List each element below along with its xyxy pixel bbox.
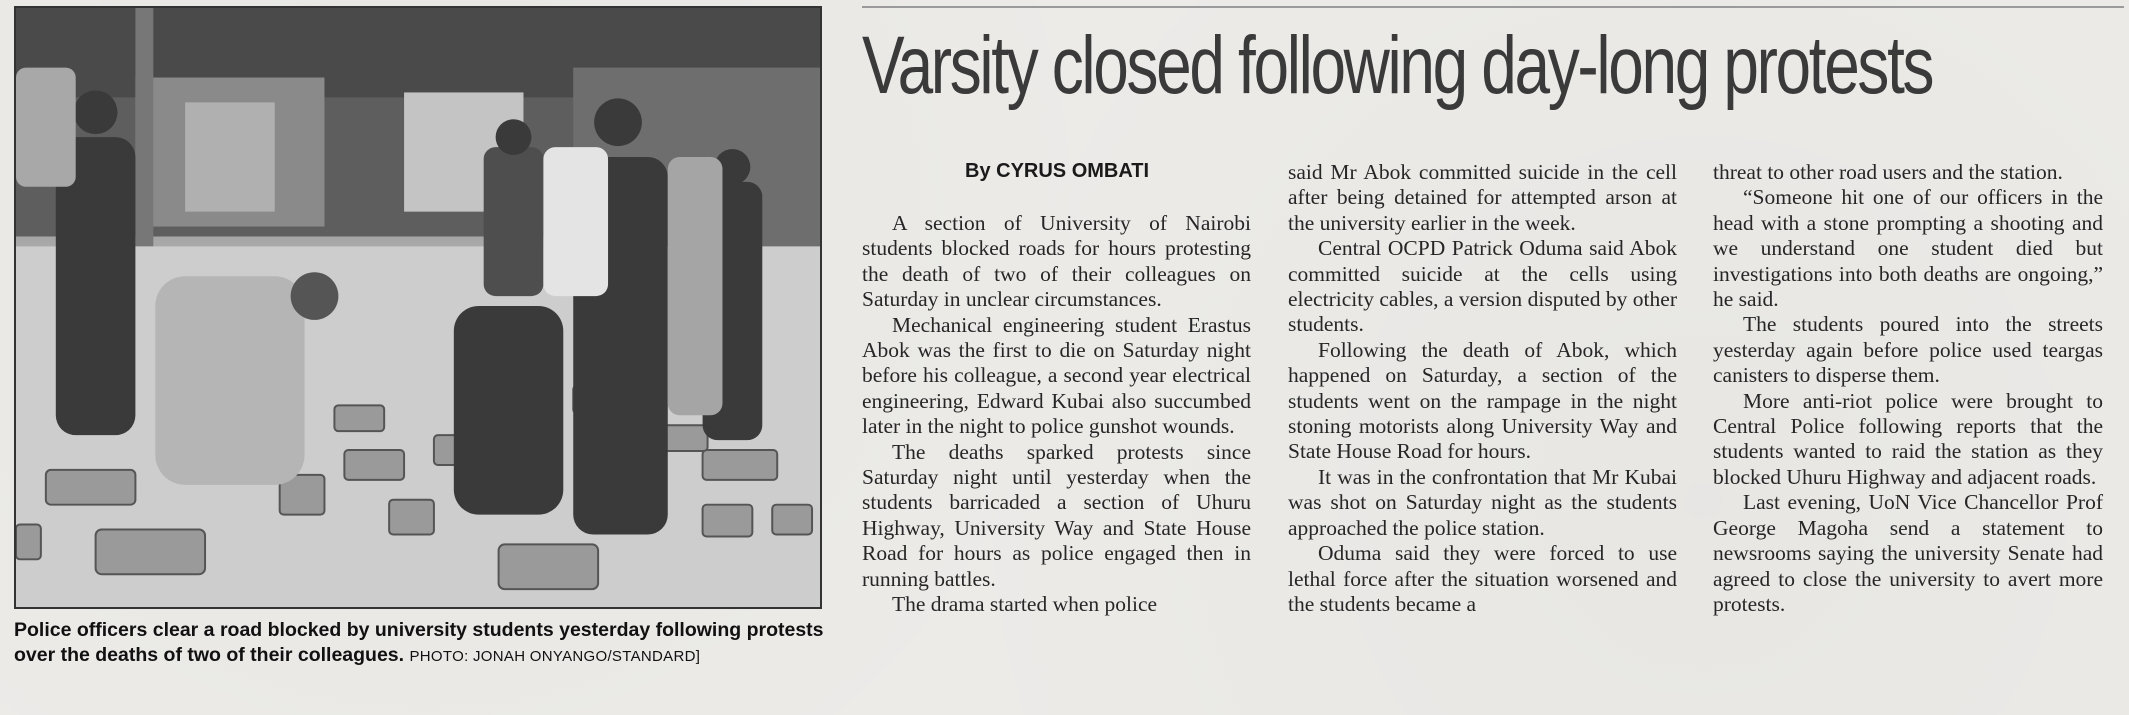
paragraph: Mechanical engineering student Erastus Abok was the first to die on Saturday night before his colleague, a second year electrical engineering, Edward Kubai also succumbed later in the night to police gunshot wounds. xyxy=(862,312,1251,439)
news-photo xyxy=(14,6,822,609)
paragraph: Central OCPD Patrick Oduma said Abok committed suicide at the cells using electricity cables, a version disputed by other students. xyxy=(1288,236,1677,337)
paragraph: The drama started when police xyxy=(892,592,1158,617)
paragraph: “Someone hit one of our officers in the head with a stone prompting a shooting and we understand one student died but investigations into both deaths are ongoing,” he said. xyxy=(1713,185,2103,312)
article-column-2 xyxy=(1288,160,1677,617)
photo-credit: PHOTO: JONAH ONYANGO/STANDARD] xyxy=(409,648,701,665)
article-column-3 xyxy=(1713,160,2103,617)
paragraph: The deaths sparked protests since Saturday night until yesterday when the students barricaded a section of Uhuru Highway, University Way and State House Road for hours as police engaged then in running battles. xyxy=(862,439,1251,591)
paragraph: The students poured into the streets yesterday again before police used teargas canisters to disperse them. xyxy=(1713,312,2103,388)
paragraph: Oduma said they were forced to use lethal force after the situation worsened and the students became a xyxy=(1288,541,1677,616)
headline: Varsity closed following day-long protests xyxy=(862,20,1933,111)
caption-text: Police officers clear a road blocked by university students yesterday following protests over the deaths of two of their colleagues. xyxy=(14,619,824,666)
paragraph: More anti-riot police were brought to Central Police following reports that the students wanted to raid the station as they blocked Uhuru Highway and adjacent roads. xyxy=(1713,388,2103,489)
top-rule xyxy=(862,6,2124,8)
byline: By CYRUS OMBATI xyxy=(965,160,1150,182)
article-column-1 xyxy=(862,211,1251,618)
photo-caption xyxy=(14,618,829,669)
paragraph: threat to other road users and the station. xyxy=(1713,160,2063,184)
paragraph: Following the death of Abok, which happened on Saturday, a section of the students went on the rampage in the night stoning motorists along University Way and State House Road for hours. xyxy=(1288,337,1677,464)
paragraph: said Mr Abok committed suicide in the cell after being detained for attempted arson at the university earlier in the week. xyxy=(1288,160,1677,235)
police-clearing-road-image xyxy=(16,8,820,607)
paragraph: Last evening, UoN Vice Chancellor Prof George Magoha send a statement to newsrooms saying the university Senate had agreed to close the university to avert more protests. xyxy=(1713,490,2103,616)
paragraph: It was in the confrontation that Mr Kubai was shot on Saturday night as the students approached the police station. xyxy=(1288,464,1677,540)
paragraph: A section of University of Nairobi students blocked roads for hours protesting the death of two of their colleagues on Saturday in unclear circumstances. xyxy=(862,211,1251,312)
